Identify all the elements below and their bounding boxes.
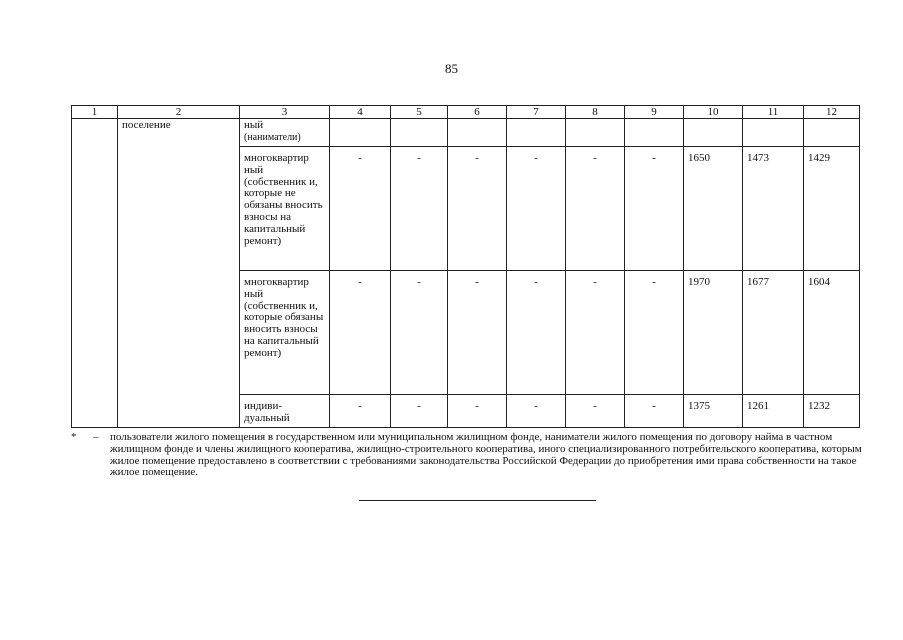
column-header: 6 (448, 106, 507, 119)
value-cell: 1261 (743, 395, 804, 428)
value-cell: 1677 (743, 271, 804, 395)
value-cell: - (448, 271, 507, 395)
value-cell: 1970 (684, 271, 743, 395)
column-header: 4 (330, 106, 391, 119)
table-cell (743, 119, 804, 147)
footnote-text: пользователи жилого помещения в государственном или муниципальном жилищном фонде, наниматели жилого помещения по договору найма в частном жилищном фонде и члены жилищного кооператива, жилищно-строительного кооператива, иного специализированного потребительского кооператива, которым жилое помещение предоставлено в соответствии с требованиями законодательства Российской Федерации до приобретения ими права собственности на такое жилое помещение. (110, 431, 862, 479)
housing-type-cell (240, 119, 330, 147)
value-cell: 1473 (743, 147, 804, 271)
value-cell: 1429 (804, 147, 860, 271)
value-cell: - (448, 395, 507, 428)
column-header: 5 (391, 106, 448, 119)
value-cell: 1650 (684, 147, 743, 271)
value-cell: - (566, 147, 625, 271)
housing-type-cell: многоквартир ный (собственник и, которые обязаны вносить взносы на капитальный ремонт) (240, 271, 330, 395)
column-header: 8 (566, 106, 625, 119)
housing-type-line: ный (244, 119, 264, 131)
column-header: 1 (72, 106, 118, 119)
table-cell (625, 119, 684, 147)
footnote-dash: – (93, 431, 99, 443)
table-row (72, 119, 860, 147)
value-cell: 1375 (684, 395, 743, 428)
page-number: 85 (445, 61, 458, 76)
housing-type-cell: индиви- дуальный (240, 395, 330, 428)
value-cell: 1604 (804, 271, 860, 395)
value-cell: - (330, 271, 391, 395)
column-header: 9 (625, 106, 684, 119)
table-cell (804, 119, 860, 147)
housing-type-line: (наниматели) (244, 131, 301, 143)
footnote-marker: * (71, 431, 77, 443)
table-cell (507, 119, 566, 147)
settlement-type-cell: поселение (118, 119, 240, 428)
closing-divider (359, 500, 596, 501)
value-cell: - (391, 395, 448, 428)
value-cell: - (507, 395, 566, 428)
value-cell: - (507, 271, 566, 395)
value-cell: - (448, 147, 507, 271)
column-header: 3 (240, 106, 330, 119)
value-cell: - (391, 271, 448, 395)
housing-type-cell: многоквартир ный (собственник и, которые не обязаны вносить взносы на капитальный ремонт) (240, 147, 330, 271)
column-header: 11 (743, 106, 804, 119)
value-cell: - (330, 147, 391, 271)
table-cell (448, 119, 507, 147)
table-cell (684, 119, 743, 147)
value-cell: - (566, 271, 625, 395)
table-cell (566, 119, 625, 147)
column-header: 12 (804, 106, 860, 119)
column-header: 7 (507, 106, 566, 119)
value-cell: - (507, 147, 566, 271)
value-cell: - (625, 395, 684, 428)
table-cell (72, 119, 118, 428)
tariff-table (71, 105, 860, 428)
table-cell (330, 119, 391, 147)
column-header: 10 (684, 106, 743, 119)
value-cell: - (391, 147, 448, 271)
table-cell (391, 119, 448, 147)
value-cell: - (566, 395, 625, 428)
column-header: 2 (118, 106, 240, 119)
value-cell: - (330, 395, 391, 428)
value-cell: - (625, 147, 684, 271)
value-cell: - (625, 271, 684, 395)
column-number-row (72, 106, 860, 119)
value-cell: 1232 (804, 395, 860, 428)
